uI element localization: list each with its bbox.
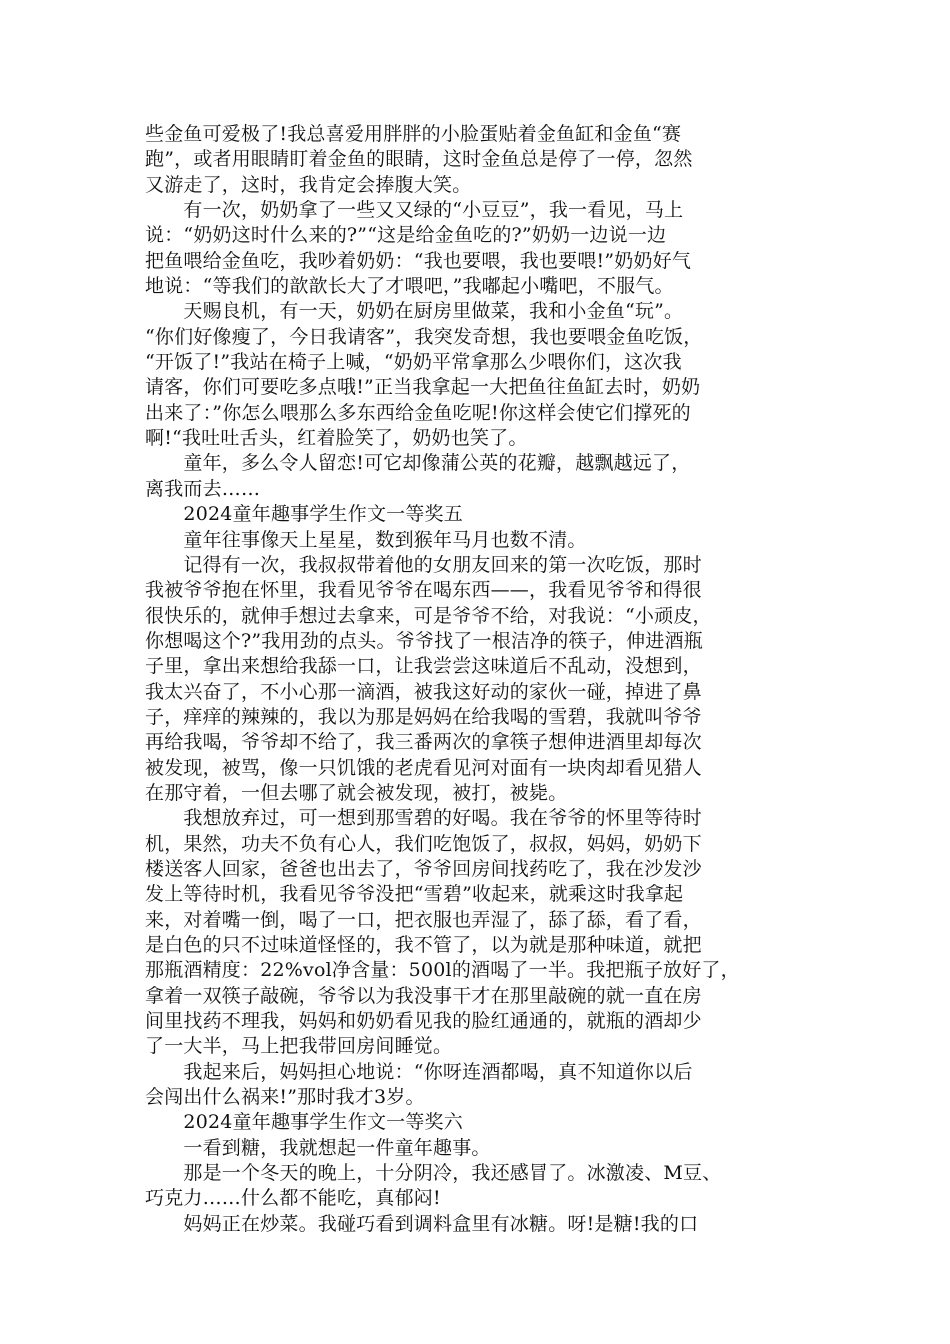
text-line: 再给我喝，爷爷却不给了，我三番两次的拿筷子想伸进酒里却每次 (145, 731, 702, 754)
text-line: 我起来后，妈妈担心地说：“你呀连酒都喝，真不知道你以后 (145, 1060, 693, 1083)
text-line: 有一次，奶奶拿了一些又又绿的“小豆豆”，我一看见，马上 (145, 199, 684, 222)
text-line: 发上等待时机，我看见爷爷没把“雪碧”收起来，就乘这时我拿起 (145, 883, 684, 906)
text-line: 那是一个冬天的晚上，十分阴冷，我还感冒了。冰激凌、M豆、 (145, 1162, 722, 1185)
text-line: 童年，多么令人留恋!可它却像蒲公英的花瓣，越飘越远了， (145, 452, 691, 475)
text-line: 那瓶酒精度：22%vol净含量：500l的酒喝了一半。我把瓶子放好了， (145, 959, 740, 982)
text-line: 些金鱼可爱极了!我总喜爱用胖胖的小脸蛋贴着金鱼缸和金鱼“赛 (145, 123, 682, 145)
text-line: 记得有一次，我叔叔带着他的女朋友回来的第一次吃饭，那时 (145, 553, 702, 576)
text-line: 请客，你们可要吃多点哦!”正当我拿起一大把鱼往鱼缸去时，奶奶 (145, 376, 701, 399)
text-line: 跑”，或者用眼睛盯着金鱼的眼睛，这时金鱼总是停了一停，忽然 (145, 148, 693, 171)
text-line: 把鱼喂给金鱼吃，我吵着奶奶：“我也要喂，我也要喂!”奶奶好气 (145, 249, 692, 272)
text-line: 一看到糖，我就想起一件童年趣事。 (145, 1136, 491, 1159)
text-line: “开饭了!”我站在椅子上喊，“奶奶平常拿那么少喂你们，这次我 (145, 351, 682, 374)
text-line: 妈妈正在炒菜。我碰巧看到调料盒里有冰糖。呀!是糖!我的口 (145, 1212, 699, 1235)
text-line: 啊!“我吐吐舌头，红着脸笑了，奶奶也笑了。 (145, 427, 528, 450)
text-line: 说：“奶奶这时什么来的?”“这是给金鱼吃的?”奶奶一边说一边 (145, 224, 667, 247)
text-line: 你想喝这个?”我用劲的点头。爷爷找了一根洁净的筷子，伸进酒瓶 (145, 629, 703, 652)
text-line: 是白色的只不过味道怪怪的，我不管了，以为就是那种味道，就把 (145, 934, 702, 956)
text-line: 天赐良机，有一天，奶奶在厨房里做菜，我和小金鱼“玩”。 (145, 300, 684, 323)
text-line: 楼送客人回家，爸爸也出去了，爷爷回房间找药吃了，我在沙发沙 (145, 857, 702, 880)
text-line: 在那守着，一但去哪了就会被发现，被打，被毙。 (145, 781, 568, 804)
text-line: 来，对着嘴一倒，喝了一口，把衣服也弄湿了，舔了舔，看了看， (145, 908, 702, 931)
text-line: 拿着一双筷子敲碗，爷爷以为我没事干才在那里敲碗的就一直在房 (145, 984, 702, 1007)
text-line: 离我而去…… (145, 477, 261, 500)
text-line: 会闯出什么祸来!”那时我才3岁。 (145, 1086, 425, 1109)
text-line: 我想放弃过，可一想到那雪碧的好喝。我在爷爷的怀里等待时 (145, 807, 702, 830)
text-line: 出来了：”你怎么喂那么多东西给金鱼吃呢!你这样会使它们撑死的 (145, 401, 691, 424)
text-line: 我太兴奋了，不小心那一滴酒，被我这好动的家伙一碰，掉进了鼻 (145, 680, 702, 703)
text-line: 童年往事像天上星星，数到猴年马月也数不清。 (145, 528, 587, 551)
text-line: “你们好像瘦了，今日我请客”，我突发奇想，我也要喂金鱼吃饭， (145, 325, 703, 348)
text-line: 机，果然，功夫不负有心人，我们吃饱饭了，叔叔，妈妈，奶奶下 (145, 832, 702, 855)
text-line: 子里，拿出来想给我舔一口，让我尝尝这味道后不乱动，没想到， (145, 655, 702, 678)
text-line: 子，痒痒的辣辣的，我以为那是妈妈在给我喝的雪碧，我就叫爷爷 (145, 705, 702, 728)
text-line: 被发现，被骂，像一只饥饿的老虎看见河对面有一块肉却看见猎人 (145, 756, 702, 779)
text-line: 2024童年趣事学生作文一等奖五 (145, 503, 463, 526)
text-line: 2024童年趣事学生作文一等奖六 (145, 1111, 463, 1134)
text-line: 间里找药不理我，妈妈和奶奶看见我的脸红通通的，就瓶的酒却少 (145, 1010, 702, 1033)
text-line: 了一大半，马上把我带回房间睡觉。 (145, 1035, 453, 1058)
text-line: 地说：“等我们的歆歆长大了才喂吧，”我嘟起小嘴吧，不服气。 (145, 275, 674, 298)
article-body (145, 122, 805, 1237)
text-line: 巧克力……什么都不能吃，真郁闷! (145, 1187, 441, 1210)
text-line: 又游走了，这时，我肯定会捧腹大笑。 (145, 173, 472, 196)
text-line: 很快乐的，就伸手想过去拿来，可是爷爷不给，对我说：“小顽皮， (145, 604, 712, 627)
text-line: 我被爷爷抱在怀里，我看见爷爷在喝东西——，我看见爷爷和得很 (145, 579, 702, 602)
